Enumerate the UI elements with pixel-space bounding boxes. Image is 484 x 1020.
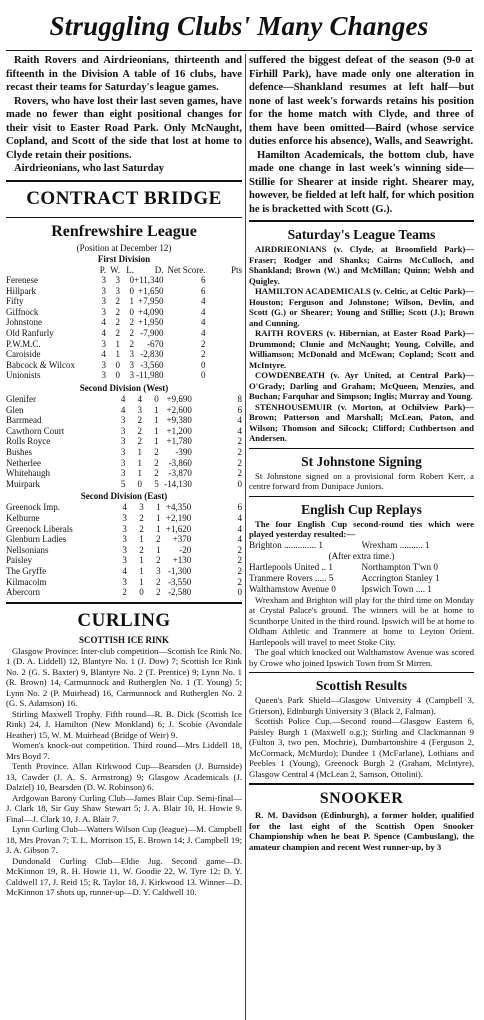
net-score: 6 xyxy=(237,502,242,513)
curling-paragraph: Ardgowan Barony Curling Club—James Blair Cup. Semi-final—J. Clark 18, Sir Guy Shaw Stewart 5; J. A. Blair 10, H. Howie 9. Final—J. Clark 10, J. A. Blair 7. xyxy=(6,792,242,824)
team-name: Old Ranfurly xyxy=(6,328,54,339)
net-score: 4 xyxy=(201,328,206,339)
played: 3 xyxy=(101,370,106,381)
team-name: Kelburne xyxy=(6,512,40,523)
team-paragraph: STENHOUSEMUIR (v. Morton, at Ochilview Park)—Brown; Patterson and Marshall; McLean, Paton, and Wilson; Thomson and Silcock; Clifford; Cuthbertson and Andersen. xyxy=(249,401,474,443)
net-score: 2 xyxy=(237,544,242,555)
table-row xyxy=(6,524,242,535)
lost: 1 xyxy=(154,404,159,415)
team-name: Rolls Royce xyxy=(6,436,51,447)
story-paragraph: Raith Rovers and Airdrieonians, thirteenth and fifteenth in the Division A table of 16 clubs, have recast their teams for Saturday's league games. xyxy=(6,55,242,93)
cup-away: Wrexham .......... 1 xyxy=(361,539,430,550)
drawn: +1,650 xyxy=(138,285,164,296)
cup-away: Northampton T'wn 0 xyxy=(361,561,439,572)
section-rule xyxy=(249,496,474,497)
headline: Struggling Clubs' Many Changes xyxy=(49,11,429,41)
table-row xyxy=(6,502,242,513)
team-paragraph: COWDENBEATH (v. Ayr United, at Central Park)—O'Grady; Darling and Graham; McQueen, Menzies, and Buchan; Farquhar and Simpson; Inglis; Murray and Young. xyxy=(249,370,474,401)
table-row xyxy=(6,296,242,307)
played: 4 xyxy=(101,349,106,360)
drawn: +1,200 xyxy=(166,425,192,436)
won: 1 xyxy=(139,576,144,587)
drawn: +130 xyxy=(172,555,192,566)
lost: 0 xyxy=(129,275,134,286)
net-score: 2 xyxy=(237,555,242,566)
team-name: Bushes xyxy=(6,447,33,457)
scottish-results-heading: Scottish Results xyxy=(315,678,408,693)
played: 4 xyxy=(101,317,106,328)
curling-paragraph: Tenth Province. Allan Kirkwood Cup—Bearsden (J. Burnside) 13, Cawder (J. A. S. Armstrong) 9; Glasgow Academicals (J. Dalziel) 10, Bearsden (D. W. Robinson) 6. xyxy=(6,761,242,793)
cup-home: Hartlepools United .. 1 xyxy=(249,561,333,572)
team-name: Paisley xyxy=(6,555,32,566)
curling-paragraph: Dundonald Curling Club—Eldie Jug. Second game—D. McKinnon 19, R. H. Howie 11, W. Goodie 22, W. Tyre 12; D. Y. Caldwell 17, J. Reid 15; R. Taylor 18, J. Kirkwood 13. Winner—D. McKinnon 17 shots up, runner-up—D. Y. Caldwell 10. xyxy=(6,855,242,898)
table-row xyxy=(6,286,242,297)
drawn: -1,300 xyxy=(167,565,192,576)
drawn: +11,340 xyxy=(134,275,164,286)
drawn: +2,190 xyxy=(165,512,192,523)
table-row xyxy=(6,405,242,416)
drawn: -14,130 xyxy=(164,478,192,489)
net-score: 2 xyxy=(201,349,206,360)
net-score: 0 xyxy=(201,370,206,381)
league-teams-body xyxy=(249,244,474,444)
won: 2 xyxy=(115,296,120,307)
cup-away: Accrington Stanley 1 xyxy=(361,572,440,583)
drawn: -11,980 xyxy=(136,370,164,381)
lost: 1 xyxy=(154,415,159,426)
scottish-results-body xyxy=(249,695,474,779)
english-cup-body xyxy=(249,595,474,669)
lost: 2 xyxy=(154,447,159,457)
team-paragraph: RAITH ROVERS (v. Hibernian, at Easter Road Park)—Drummond; Clunie and McNaught; Young, Colville, and Williamson; McDonald and McEwan; Copland; Scott and McIntyre. xyxy=(249,328,474,370)
lost: 3 xyxy=(129,349,134,360)
lost: 3 xyxy=(129,370,134,381)
story-paragraph: suffered the biggest defeat of the season (9-0 at Firhill Park), have made only one alteration in defence—Shankland resumes at left half—but none of last week's forwards retains his position for the home match with Clyde, and three of them have been omitted—Baird (whose service duties enforce his absence), Walls, and Seawright. xyxy=(249,55,474,147)
won: 3 xyxy=(139,502,144,513)
headline-rule xyxy=(6,50,472,51)
played: 3 xyxy=(122,523,127,534)
won: 1 xyxy=(139,555,144,566)
played: 4 xyxy=(122,565,127,576)
played: 3 xyxy=(101,275,106,286)
league-teams-heading: Saturday's League Teams xyxy=(287,227,436,242)
net-score: 4 xyxy=(237,425,242,436)
english-cup-intro: The four English Cup second-round ties which were played yesterday resulted:— xyxy=(249,518,474,539)
lost: 3 xyxy=(156,565,161,576)
bridge-heading: CONTRACT BRIDGE xyxy=(26,187,222,209)
team-name: Unionists xyxy=(6,370,41,381)
played: 5 xyxy=(120,478,126,489)
column-divider xyxy=(245,54,246,1020)
played: 2 xyxy=(122,587,127,598)
won: 0 xyxy=(137,478,143,489)
table-row xyxy=(6,360,242,371)
won: 2 xyxy=(137,436,143,447)
net-score: 2 xyxy=(201,338,206,349)
net-score: 2 xyxy=(237,457,242,468)
net-score: 6 xyxy=(201,285,206,296)
drawn: -3,860 xyxy=(168,457,192,468)
lost: 0 xyxy=(129,285,134,296)
lost: 1 xyxy=(154,425,159,436)
won: 1 xyxy=(115,349,120,360)
curling-paragraph: Stirling Maxwell Trophy. Fifth round—R. B. Dick (Scottish Ice Rink) 24, J. Hamilton (New Monkland) 6; J. Scobie (Avondale Heather) 15, W. M. Muirhead (Bridge of Weir) 9. xyxy=(6,708,242,740)
won: 0 xyxy=(115,359,120,370)
section-rule xyxy=(249,672,474,673)
net-score: 0 xyxy=(237,587,242,598)
story-right xyxy=(249,54,474,216)
lost: 1 xyxy=(129,296,134,307)
played: 4 xyxy=(101,328,106,339)
drawn: +9,380 xyxy=(166,415,192,426)
lost: 2 xyxy=(154,457,159,468)
drawn: -7,900 xyxy=(140,328,164,339)
story-paragraph: Airdrieonians, who last Saturday xyxy=(14,163,165,174)
table-row xyxy=(6,436,242,447)
team-name: P.W.M.C. xyxy=(6,338,41,349)
net-score: 4 xyxy=(237,523,242,534)
drawn: -3,560 xyxy=(140,359,164,370)
drawn: -390 xyxy=(175,447,192,457)
story-paragraph: Rovers, who have lost their last seven games, have made no fewer than eight positional changes for their visit to Easter Road Park. Only McNaught, Copland, and Scott of the side that lost at home to Clyde retain their positions. xyxy=(6,95,242,161)
table-row xyxy=(6,275,242,286)
bridge-div2-table xyxy=(6,394,242,489)
table-row xyxy=(6,555,242,566)
lost: 0 xyxy=(154,394,159,405)
table-row xyxy=(6,587,242,598)
net-score: 2 xyxy=(237,436,242,447)
snooker-heading: SNOOKER xyxy=(319,790,404,807)
team-name: Whitehaugh xyxy=(6,468,50,479)
team-name: Cawthorn Court xyxy=(6,425,65,436)
played: 3 xyxy=(122,576,127,587)
net-score: 2 xyxy=(237,447,242,457)
bridge-div1-title: First Division xyxy=(97,253,151,264)
drawn: -670 xyxy=(147,338,164,349)
lost: 2 xyxy=(156,534,161,545)
cup-home: Walthamstow Avenue 0 xyxy=(249,583,336,594)
table-row xyxy=(6,513,242,524)
lost: 2 xyxy=(129,328,134,339)
table-row xyxy=(6,458,242,469)
col-net: Net Score. xyxy=(167,264,206,275)
curling-heading: CURLING xyxy=(77,609,171,631)
played: 3 xyxy=(120,447,126,457)
english-cup-intro-wrap xyxy=(249,519,474,540)
table-row xyxy=(6,577,242,588)
played: 3 xyxy=(120,425,126,436)
col-pts: Pts xyxy=(230,264,242,275)
team-name: Caroiside xyxy=(6,349,41,360)
team-name: Kilmacolm xyxy=(6,576,47,587)
bridge-div2-title: Second Division (West) xyxy=(79,383,169,394)
table-row xyxy=(6,447,242,458)
lost: 2 xyxy=(154,468,159,479)
net-score: 2 xyxy=(237,576,242,587)
lost: 2 xyxy=(129,338,134,349)
table-row xyxy=(6,468,242,479)
won: 2 xyxy=(137,415,143,426)
lost: 0 xyxy=(129,306,134,317)
table-row xyxy=(6,426,242,437)
team-name: Abercorn xyxy=(6,587,40,598)
bridge-div3-title: Second Division (East) xyxy=(80,491,168,502)
won: 3 xyxy=(115,285,120,296)
snooker-text: R. M. Davidson (Edinburgh), a former holder, qualified for the last eight of the Scottish Open Snooker Championship when he beat P. Spence (Cambuslang), the amateur champion and recent West runner-up, by 3 xyxy=(249,810,474,852)
net-score: 8 xyxy=(237,394,242,405)
table-row xyxy=(6,534,242,545)
lost: 2 xyxy=(156,587,161,598)
lost: 2 xyxy=(129,317,134,328)
team-name: Babcock & Wilcox xyxy=(6,359,75,370)
drawn: +7,950 xyxy=(138,296,164,307)
drawn: +370 xyxy=(172,534,192,545)
drawn: -3,550 xyxy=(167,576,192,587)
team-name: Netherlee xyxy=(6,457,41,468)
bridge-league-title: Renfrewshire League xyxy=(51,222,197,240)
drawn: -2,580 xyxy=(167,587,192,598)
table-row xyxy=(6,307,242,318)
net-score: 4 xyxy=(237,534,242,545)
won: 1 xyxy=(137,468,143,479)
curling-body xyxy=(6,646,242,898)
played: 4 xyxy=(122,502,127,513)
cup-result-row xyxy=(249,584,474,595)
team-name: Glen xyxy=(6,404,24,415)
net-score: 4 xyxy=(237,415,242,426)
played: 3 xyxy=(120,415,126,426)
won: 2 xyxy=(139,544,144,555)
table-row xyxy=(6,415,242,426)
played: 3 xyxy=(101,285,106,296)
english-cup-heading: English Cup Replays xyxy=(301,501,422,517)
div3-body xyxy=(6,502,242,597)
played: 3 xyxy=(101,359,106,370)
curling-paragraph: Glasgow Province: Inter-club competition—Scottish Ice Rink No. 1 (D. A. Liddell) 12, Blantyre No. 1 (J. Dow) 7; Scottish Ice Rink No. 2 (G. S. Baxter) 9, Blantyre No. 2 (T. Prentice) 9; Lynn No. 1 (R. Brown) 14, Carmunnock and Rutherglen No. 1 (T. Young) 5; Lynn No. 2 (P. Muirhead) 16, Carmunnock and Rutherglen No. 2 (G. S. Adamson) 16. xyxy=(6,645,242,709)
st-johnstone-body xyxy=(249,471,474,492)
won: 2 xyxy=(139,512,144,523)
net-score: 4 xyxy=(201,296,206,307)
drawn: +2,600 xyxy=(166,404,192,415)
section-rule xyxy=(249,448,474,449)
won: 2 xyxy=(115,306,120,317)
won: 2 xyxy=(115,328,120,339)
scottish-results-paragraph: Scottish Police Cup.—Second round—Glasgow Eastern 6, Paisley Burgh 1 (Maxwell o.g.); Stirling and Clackmannan 9 (Fulton 3, two pen. Mochrie), Dumbartonshire 4 (Ferguson 2, McCormack, McMurdo); Dundee 1 (McFarlane), Lothians and Peebles 1 (Young), Greenock Burgh 2 (Graham, McIntyre), Glasgow Central 4 (McLean 2, Samson, Ottolini). xyxy=(249,716,474,779)
lost: 3 xyxy=(129,359,134,370)
played: 3 xyxy=(120,436,126,447)
team-name: Muirpark xyxy=(6,478,40,489)
section-rule xyxy=(6,602,242,604)
played: 3 xyxy=(120,457,126,468)
team-name: Giffnock xyxy=(6,306,39,317)
table-row xyxy=(6,370,242,381)
won: 1 xyxy=(137,447,143,457)
section-rule xyxy=(249,220,474,222)
lost: 1 xyxy=(156,512,161,523)
net-score: 2 xyxy=(237,468,242,479)
section-rule xyxy=(249,783,474,785)
st-johnstone-text: St Johnstone signed on a provisional form Robert Kerr, a centre forward from Dunipace Juniors. xyxy=(249,470,474,491)
team-paragraph: HAMILTON ACADEMICALS (v. Celtic, at Celtic Park)—Houston; Ferguson and Johnstone; Wilson, Devlin, and Scott (G.) or Shearer; Young and Stillie; Scott (J.); Brown and Cunning. xyxy=(249,286,474,328)
cup-home: Brighton .............. 1 xyxy=(249,539,324,550)
played: 3 xyxy=(101,338,106,349)
played: 4 xyxy=(120,404,126,415)
team-paragraph: AIRDRIEONIANS (v. Clyde, at Broomfield Park)—Fraser; Rodger and Shanks; Cairns McCulloch, and Shankland; Brown (W.) and McMillan; Quinn; Welsh and Quigley. xyxy=(249,244,474,286)
team-name: Greenock Liberals xyxy=(6,523,73,534)
won: 2 xyxy=(115,317,120,328)
cup-home: Tranmere Rovers ..... 5 xyxy=(249,572,334,583)
team-name: The Gryffe xyxy=(6,565,47,576)
lost: 1 xyxy=(156,502,161,513)
won: 4 xyxy=(137,394,143,405)
drawn: +1,620 xyxy=(165,523,192,534)
col-l: L. xyxy=(126,264,134,275)
won: 2 xyxy=(137,425,143,436)
scottish-results-paragraph: Queen's Park Shield—Glasgow University 4 (Campbell 3, Grierson), Edinburgh University 3 (Black 2, Falman). xyxy=(249,695,474,716)
col-w: W. xyxy=(110,264,120,275)
table-row xyxy=(6,545,242,556)
net-score: 0 xyxy=(237,478,242,489)
played: 3 xyxy=(120,468,126,479)
table-header-row xyxy=(6,265,242,276)
won: 1 xyxy=(137,457,143,468)
table-row xyxy=(6,349,242,360)
lost: 1 xyxy=(156,523,161,534)
drawn: +4,090 xyxy=(138,306,164,317)
st-johnstone-heading: St Johnstone Signing xyxy=(301,453,422,469)
div2-body xyxy=(6,394,242,489)
won: 0 xyxy=(115,370,120,381)
net-score: 6 xyxy=(201,275,206,286)
table-row xyxy=(6,566,242,577)
lost: 1 xyxy=(156,544,161,555)
table-row xyxy=(6,479,242,490)
curling-subheading: SCOTTISH ICE RINK xyxy=(78,634,170,645)
story-left xyxy=(6,54,242,176)
drawn: -3,870 xyxy=(168,468,192,479)
left-column xyxy=(6,54,242,1020)
team-name: Nellsonians xyxy=(6,544,49,555)
net-score: 4 xyxy=(237,512,242,523)
drawn: +1,780 xyxy=(166,436,192,447)
net-score: 4 xyxy=(201,306,206,317)
table-row xyxy=(6,317,242,328)
story-paragraph: Hamilton Academicals, the bottom club, have made one change in last week's winning side—Stillie for Shearer at inside right. Shearer may, however, be fielded at left half, for which position he is bracketted with Scott (G.). xyxy=(249,149,474,215)
english-cup-paragraph: Wrexham and Brighton will play for the third time on Monday at Crystal Palace's ground. The winners will be at home to Scunthorpe United in the third round. Ipswich will be at home to Oldham Athletic and Tranmere at home to Leyton Orient. Hartlepools will travel to meet Stoke City. xyxy=(249,594,474,647)
bridge-div1-table xyxy=(6,265,242,382)
lost: 2 xyxy=(156,555,161,566)
cup-result-row xyxy=(249,573,474,584)
lost: 5 xyxy=(154,478,159,489)
net-score: 6 xyxy=(237,404,242,415)
snooker-body xyxy=(249,810,474,852)
col-p: P. xyxy=(99,264,106,275)
cup-result-row xyxy=(249,562,474,573)
lost: 1 xyxy=(154,436,159,447)
won: 2 xyxy=(139,523,144,534)
won: 3 xyxy=(115,275,120,286)
section-rule xyxy=(6,217,242,218)
cup-result-row xyxy=(249,540,474,551)
team-name: Glenifer xyxy=(6,394,36,405)
english-cup-paragraph: The goal which knocked out Walthamstow Avenue was scored by Crowe who joined Ipswich Town from St Mirren. xyxy=(249,647,474,668)
team-name: Barrmead xyxy=(6,415,42,426)
bridge-div3-table xyxy=(6,502,242,597)
team-name: Fifty xyxy=(6,296,24,307)
table-row xyxy=(6,328,242,339)
drawn: -20 xyxy=(179,544,192,555)
col-d: D. xyxy=(154,264,164,275)
bridge-position-note: (Position at December 12) xyxy=(76,242,172,253)
cup-extra-time: (After extra time.) xyxy=(328,550,395,561)
won: 3 xyxy=(137,404,143,415)
drawn: -2,830 xyxy=(140,349,164,360)
won: 1 xyxy=(139,565,144,576)
net-score: 2 xyxy=(237,565,242,576)
won: 1 xyxy=(139,534,144,545)
drawn: +9,690 xyxy=(166,394,192,405)
team-name: Glenburn Ladies xyxy=(6,534,67,545)
played: 3 xyxy=(122,512,127,523)
col-team xyxy=(6,265,92,276)
section-rule xyxy=(6,180,242,182)
played: 3 xyxy=(122,555,127,566)
div1-body xyxy=(6,275,242,381)
team-name: Johnstone xyxy=(6,317,42,328)
team-name: Greenock Imp. xyxy=(6,502,60,513)
drawn: +1,950 xyxy=(138,317,164,328)
curling-paragraph: Women's knock-out competition. Third round—Mrs Liddell 18, Mrs Boyd 7. xyxy=(6,740,242,761)
team-name: Hillpark xyxy=(6,285,36,296)
played: 3 xyxy=(101,306,106,317)
table-row xyxy=(6,394,242,405)
right-column xyxy=(249,54,474,1020)
played: 3 xyxy=(122,544,127,555)
curling-paragraph: Lynn Curling Club—Watters Wilson Cup (league)—M. Campbell 18, Mrs Provan 7; T. L. Morrison 15, E. Brown 14; J. Campbell 19; J. A. Gibson 7. xyxy=(6,824,242,856)
played: 3 xyxy=(101,296,106,307)
cup-away: Ipswich Town .... 1 xyxy=(361,583,432,594)
lost: 2 xyxy=(156,576,161,587)
played: 3 xyxy=(122,534,127,545)
net-score: 4 xyxy=(201,317,206,328)
net-score: 0 xyxy=(201,359,206,370)
table-row xyxy=(6,339,242,350)
drawn: +4,350 xyxy=(165,502,192,513)
team-name: Ferenese xyxy=(6,275,38,286)
won: 1 xyxy=(115,338,120,349)
played: 4 xyxy=(120,394,126,405)
won: 0 xyxy=(139,587,144,598)
